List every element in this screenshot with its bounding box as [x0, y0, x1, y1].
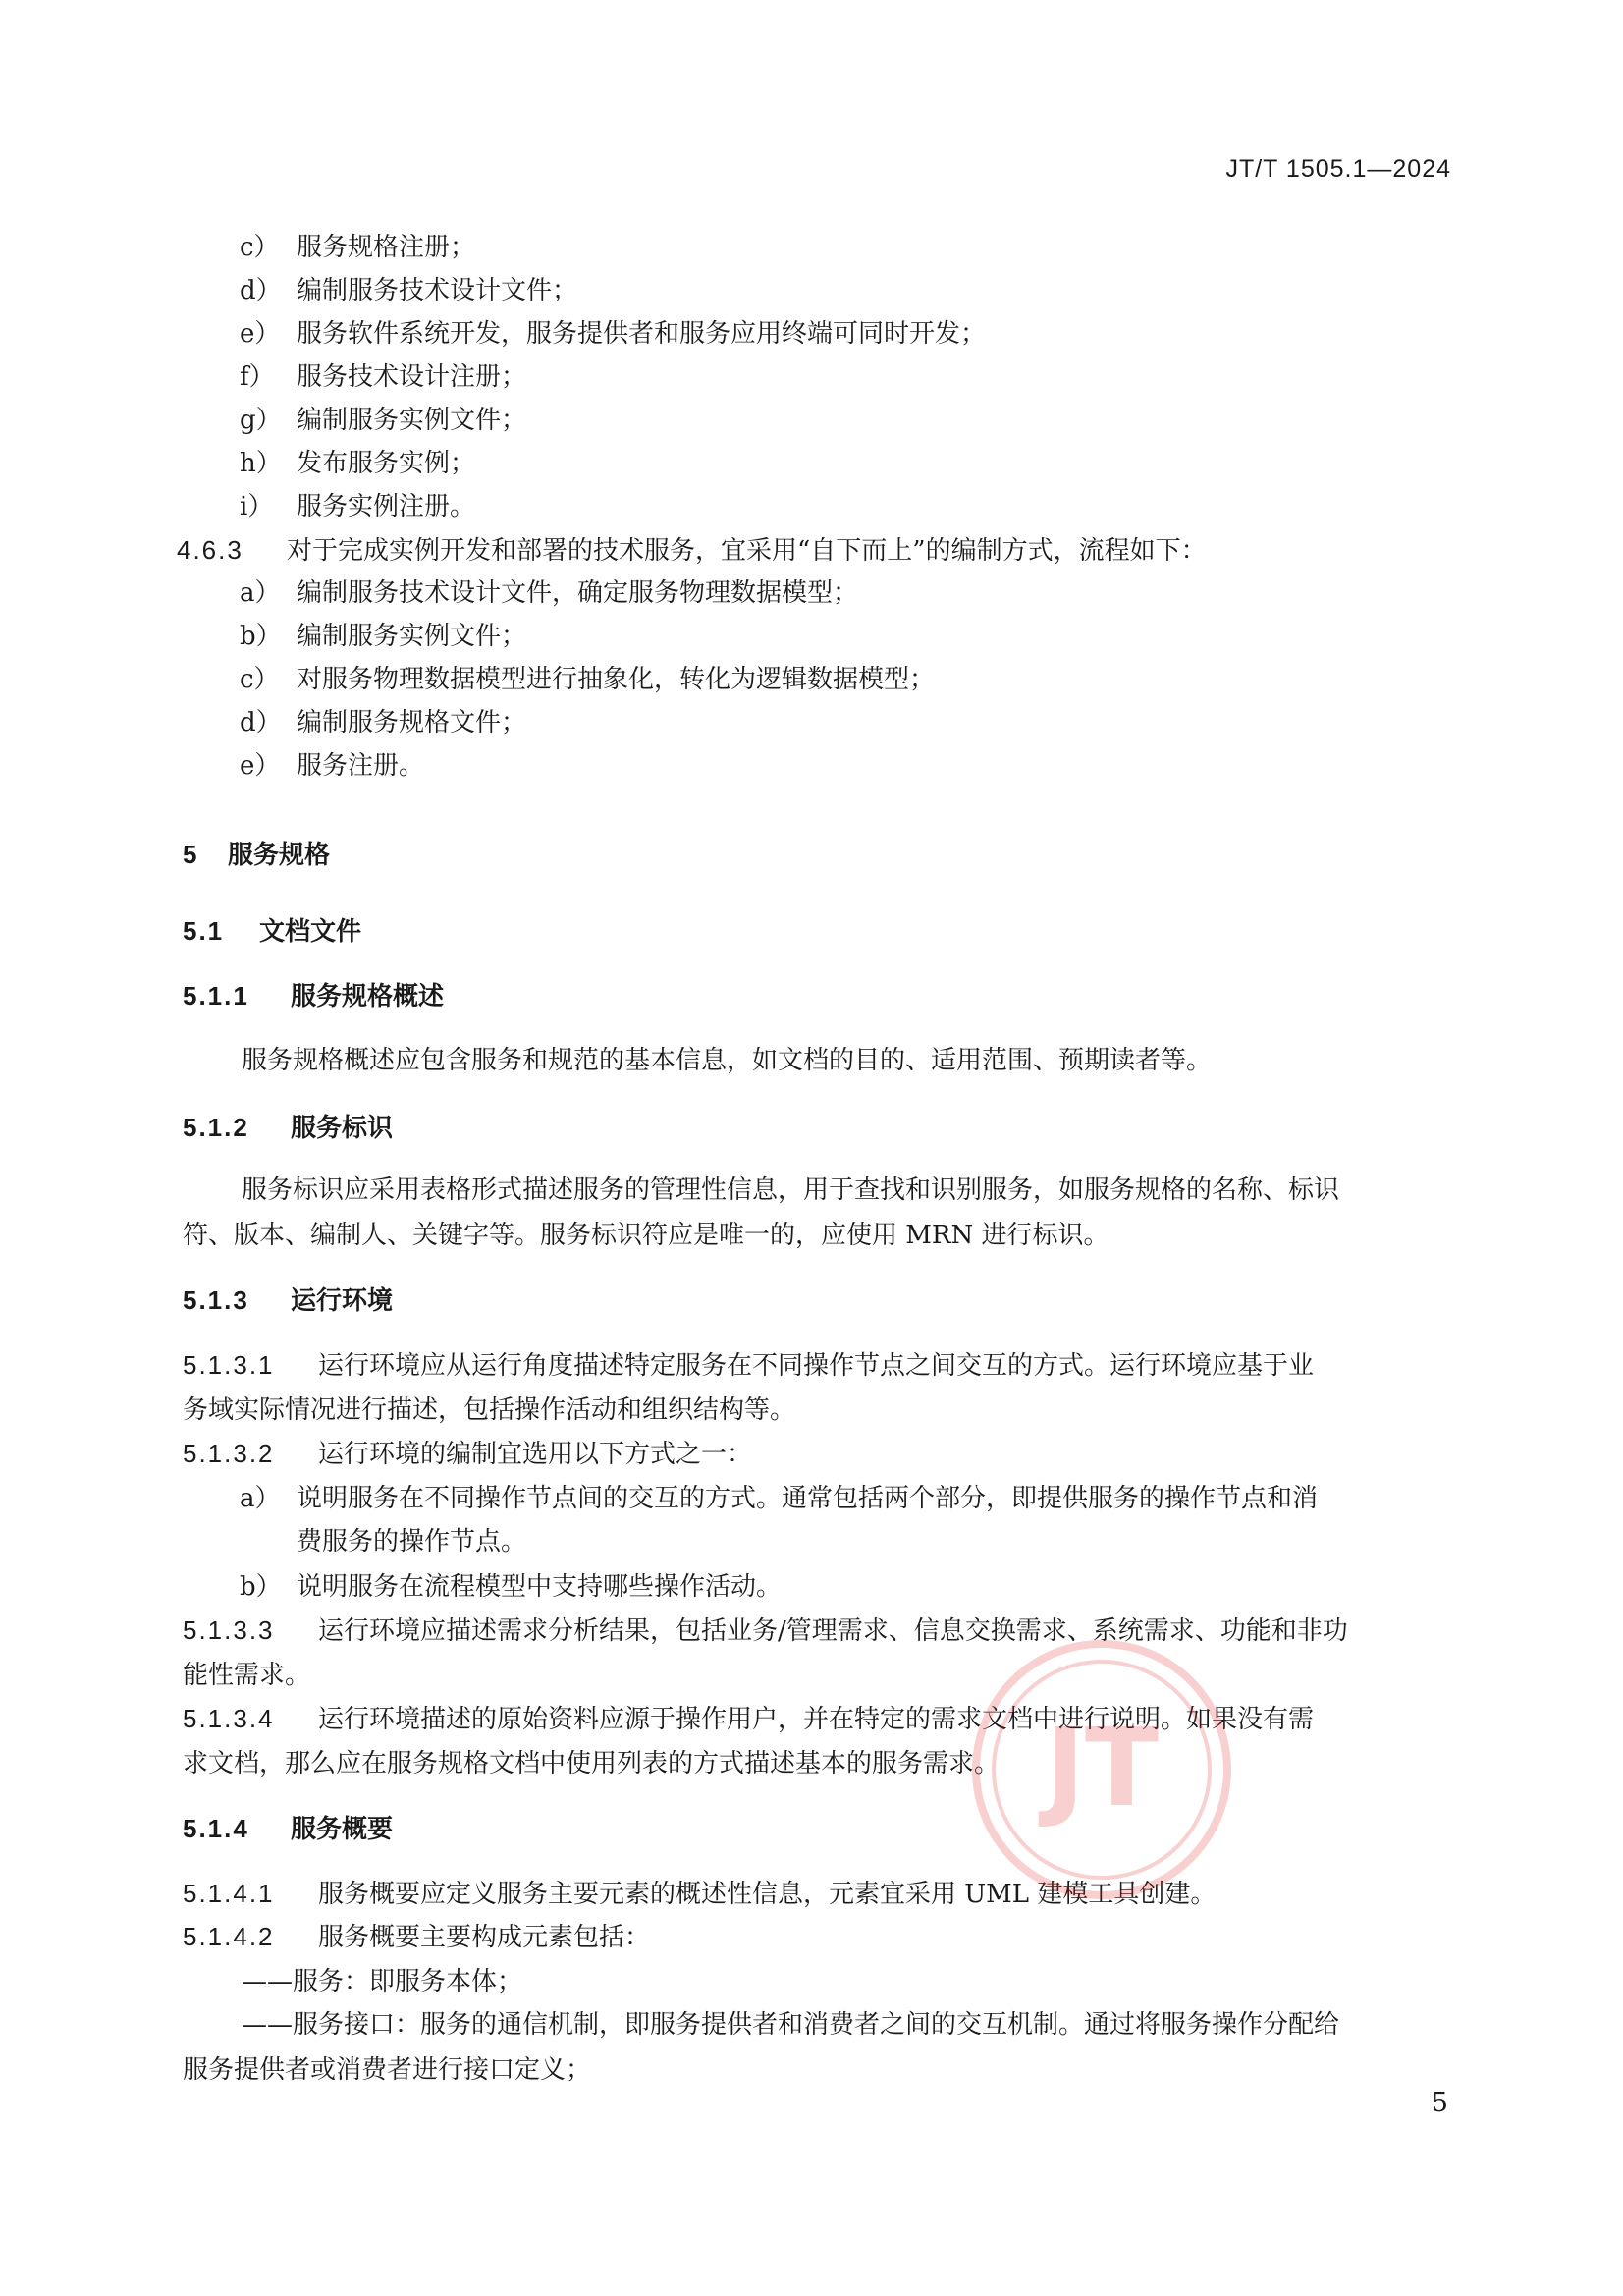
dash-item: ——服务：即服务本体；: [242, 1967, 523, 1996]
list-item: a） 编制服务技术设计文件，确定服务物理数据模型；: [240, 578, 859, 608]
list-item: h） 发布服务实例；: [240, 449, 476, 478]
list-item: a） 说明服务在不同操作节点间的交互的方式。通常包括两个部分，即提供服务的操作节点和消: [240, 1484, 1319, 1513]
section-heading-5-1-2: 5.1.2 服务标识: [183, 1113, 394, 1143]
section-heading-5-1: 5.1 文档文件: [183, 916, 362, 947]
list-item: g） 编制服务实例文件；: [240, 406, 527, 435]
clause-5-1-4-2: 5.1.4.2 服务概要主要构成元素包括：: [183, 1922, 651, 1952]
list-item: b） 说明服务在流程模型中支持哪些操作活动。: [240, 1572, 783, 1602]
paragraph-5-1-1: 服务规格概述应包含服务和规范的基本信息，如文档的目的、适用范围、预期读者等。: [242, 1046, 1213, 1075]
dash-item-cont: 服务提供者或消费者进行接口定义；: [183, 2055, 592, 2085]
list-item: e） 服务软件系统开发，服务提供者和服务应用终端可同时开发；: [240, 319, 987, 349]
clause-5-1-3-4-cont: 求文档，那么应在服务规格文档中使用列表的方式描述基本的服务需求。: [183, 1749, 1001, 1778]
stamp-text: JT: [1045, 1705, 1159, 1831]
section-heading-5: 5 服务规格: [183, 840, 331, 870]
page-number: 5: [1431, 2088, 1448, 2118]
dash-item: ——服务接口：服务的通信机制，即服务提供者和消费者之间的交互机制。通过将服务操作分配给: [242, 2010, 1340, 2040]
clause-4-6-3: 4.6.3 对于完成实例开发和部署的技术服务，宜采用“自下而上”的编制方式，流程如下：: [177, 535, 1207, 566]
list-item: c） 服务规格注册；: [240, 233, 476, 262]
clause-5-1-3-1-cont: 务域实际情况进行描述，包括操作活动和组织结构等。: [183, 1395, 796, 1425]
list-item: c） 对服务物理数据模型进行抽象化，转化为逻辑数据模型；: [240, 665, 936, 694]
jt-watermark-stamp: [970, 1638, 1233, 1901]
paragraph-5-1-2-line: 服务标识应采用表格形式描述服务的管理性信息，用于查找和识别服务，如服务规格的名称、标识: [242, 1175, 1340, 1205]
list-item: e） 服务注册。: [240, 751, 425, 781]
list-item-cont: 费服务的操作节点。: [297, 1527, 527, 1557]
section-heading-5-1-1: 5.1.1 服务规格概述: [183, 981, 445, 1011]
clause-5-1-3-3: 5.1.3.3 运行环境应描述需求分析结果，包括业务/管理需求、信息交换需求、系统需求、功能和非功: [183, 1615, 1348, 1646]
list-item: d） 编制服务技术设计文件；: [240, 276, 578, 305]
list-item: d） 编制服务规格文件；: [240, 708, 527, 738]
section-heading-5-1-3: 5.1.3 运行环境: [183, 1285, 394, 1316]
clause-5-1-3-2: 5.1.3.2 运行环境的编制宜选用以下方式之一：: [183, 1439, 753, 1469]
section-heading-5-1-4: 5.1.4 服务概要: [183, 1814, 394, 1844]
list-item: i） 服务实例注册。: [240, 492, 476, 521]
standard-code: JT/T 1505.1—2024: [1225, 155, 1451, 183]
list-item: f） 服务技术设计注册；: [240, 362, 527, 392]
clause-5-1-3-1: 5.1.3.1 运行环境应从运行角度描述特定服务在不同操作节点之间交互的方式。运行环境应基于业: [183, 1350, 1315, 1381]
clause-5-1-3-3-cont: 能性需求。: [183, 1661, 311, 1690]
clause-5-1-3-4: 5.1.3.4 运行环境描述的原始资料应源于操作用户，并在特定的需求文档中进行说明。如果没有需: [183, 1704, 1315, 1734]
clause-5-1-4-1: 5.1.4.1 服务概要应定义服务主要元素的概述性信息，元素宜采用 UML 建模工具创建。: [183, 1879, 1217, 1909]
list-item: b） 编制服务实例文件；: [240, 622, 527, 651]
paragraph-5-1-2-line: 符、版本、编制人、关键字等。服务标识符应是唯一的，应使用 MRN 进行标识。: [183, 1221, 1109, 1250]
